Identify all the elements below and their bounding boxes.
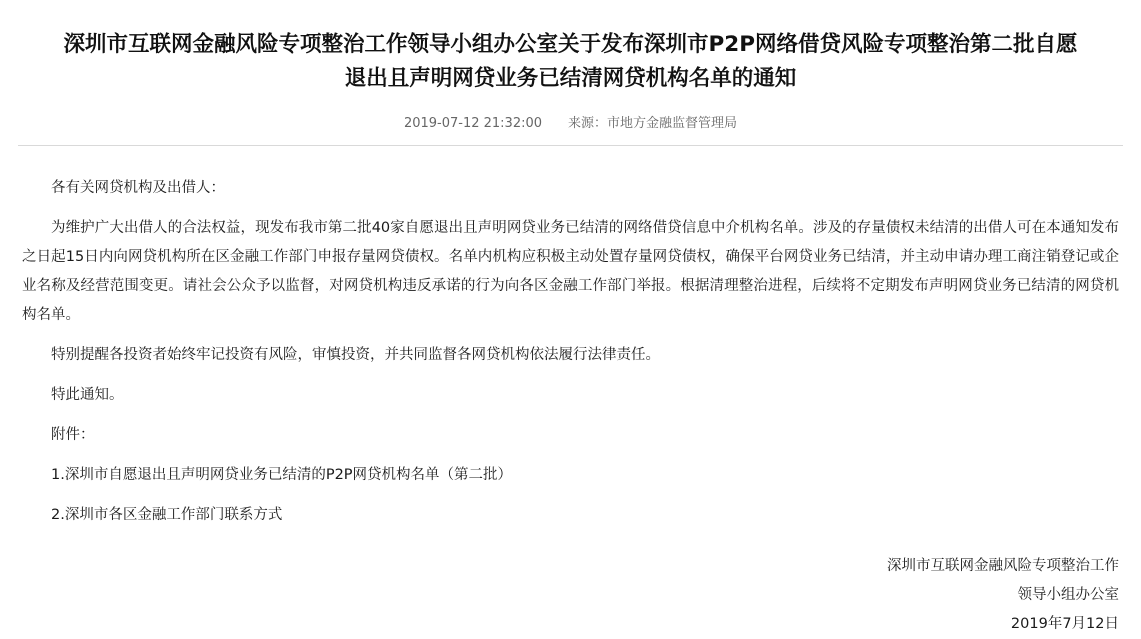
source-label: 来源： <box>568 116 608 132</box>
attachments-label: 附件： <box>51 427 95 444</box>
header-divider <box>18 145 1123 146</box>
signature-block <box>0 552 1141 639</box>
article-meta <box>0 112 1141 131</box>
attachment-item-1: 1.深圳市自愿退出且声明网贷业务已结清的P2P网贷机构名单（第二批） <box>51 467 513 484</box>
page-title: 深圳市互联网金融风险专项整治工作领导小组办公室关于发布深圳市P2P网络借贷风险专项整治第二批自愿退出且声明网贷业务已结清网贷机构名单的通知 <box>63 32 1078 92</box>
attachment-item-2: 2.深圳市各区金融工作部门联系方式 <box>51 507 283 524</box>
paragraph-closing: 特此通知。 <box>51 387 124 404</box>
publish-datetime: 2019-07-12 21:32:00 <box>403 116 543 132</box>
signature-date: 2019年7月12日 <box>1010 616 1119 633</box>
paragraph-main: 为维护广大出借人的合法权益，现发布我市第二批40家自愿退出且声明网贷业务已结清的网络借贷信息中介机构名单。涉及的存量债权未结清的出借人可在本通知发布之日起15日内向网贷机构所在区金融工作部门申报存量网贷债权。名单内机构应积极主动处置存量网贷债权，确保平台网贷业务已结清，并主动申请办理工商注销登记或企业名称及经营范围变更。请社会公众予以监督，对网贷机构违反承诺的行为向各区金融工作部门举报。根据清理整治进程，后续将不定期发布声明网贷业务已结清的网贷机构名单。 <box>22 220 1119 324</box>
source-name: 市地方金融监督管理局 <box>607 116 738 132</box>
article-body <box>0 174 1141 530</box>
paragraph-reminder: 特别提醒各投资者始终牢记投资有风险，审慎投资，并共同监督各网贷机构依法履行法律责任。 <box>51 347 660 364</box>
signature-line-2: 领导小组办公室 <box>1017 587 1119 604</box>
document-page <box>0 14 1141 633</box>
salutation: 各有关网贷机构及出借人： <box>51 180 225 197</box>
signature-line-1: 深圳市互联网金融风险专项整治工作 <box>887 558 1119 575</box>
